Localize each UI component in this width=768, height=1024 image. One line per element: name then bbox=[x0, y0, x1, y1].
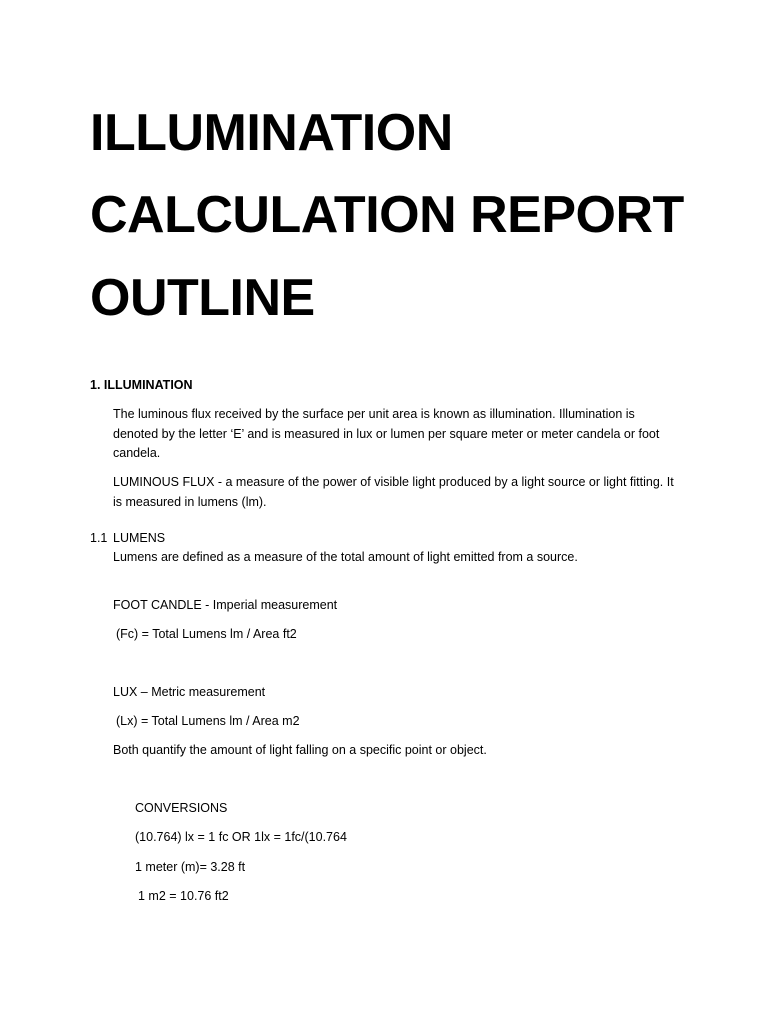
subsection-title: LUMENS bbox=[113, 531, 166, 545]
both-quantify-note: Both quantify the amount of light falling on a specific point or object. bbox=[113, 743, 487, 757]
conversion-meter-ft: 1 meter (m)= 3.28 ft bbox=[135, 860, 246, 874]
section-heading-illumination: 1. ILLUMINATION bbox=[90, 378, 193, 392]
title-line-3: OUTLINE bbox=[90, 269, 315, 327]
conversion-lux-fc: (10.764) lx = 1 fc OR 1lx = 1fc/(10.764 bbox=[135, 830, 347, 844]
foot-candle-label: FOOT CANDLE - Imperial measurement bbox=[113, 598, 338, 612]
luminous-flux-paragraph: LUMINOUS FLUX - a measure of the power of visible light produced by a light source or light fitting. It is measured in lumens (lm). bbox=[113, 475, 674, 509]
lux-formula: (Lx) = Total Lumens lm / Area m2 bbox=[116, 714, 300, 728]
conversions-heading: CONVERSIONS bbox=[135, 801, 228, 815]
lumens-definition: Lumens are defined as a measure of the total amount of light emitted from a source. bbox=[113, 550, 578, 564]
conversion-m2-ft2: 1 m2 = 10.76 ft2 bbox=[138, 889, 229, 903]
title-line-2: CALCULATION REPORT bbox=[90, 186, 684, 244]
illumination-definition-paragraph: The luminous flux received by the surface per unit area is known as illumination. Illumination is denoted by the letter ‘E’ and is measured in lux or lumen per square meter or meter candela or foot candela. bbox=[113, 407, 660, 460]
lux-label: LUX – Metric measurement bbox=[113, 685, 266, 699]
subsection-heading-lumens bbox=[90, 529, 165, 549]
title-line-1: ILLUMINATION bbox=[90, 104, 453, 162]
subsection-number: 1.1 bbox=[90, 531, 108, 545]
foot-candle-formula: (Fc) = Total Lumens lm / Area ft2 bbox=[116, 627, 297, 641]
